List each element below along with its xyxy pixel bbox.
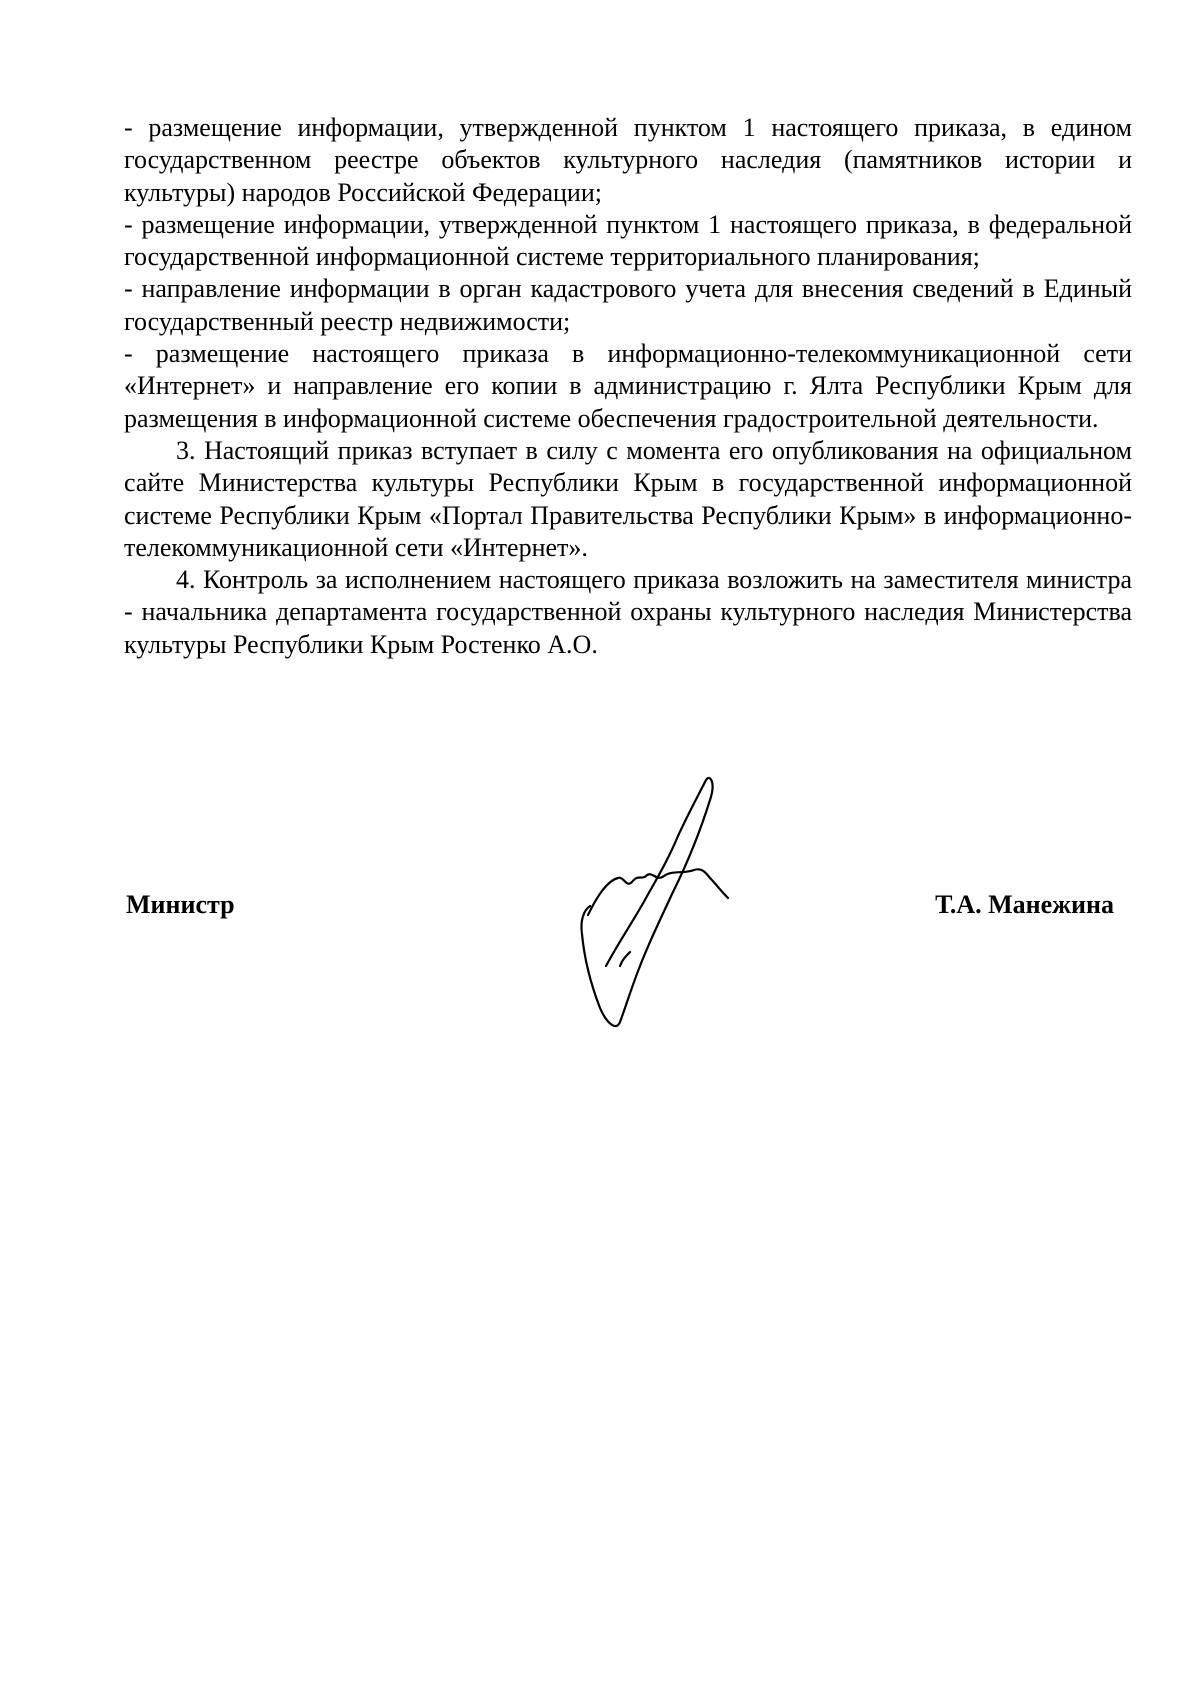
signer-name: Т.А. Манежина [935, 890, 1114, 919]
paragraph-registry: - размещение информации, утвержденной пунктом 1 настоящего приказа, в едином государственном реестре объектов культурного наследия (памятников истории и культуры) народов Российской Федерации; [124, 113, 1132, 207]
signer-title: Министр [126, 890, 235, 919]
signature-block [124, 890, 1132, 930]
paragraph-cadastre: - направление информации в орган кадастрового учета для внесения сведений в Единый государственный реестр недвижимости; [124, 274, 1132, 336]
paragraph-fgis: - размещение информации, утвержденной пунктом 1 настоящего приказа, в федеральной государственной информационной системе территориального планирования; [124, 209, 1132, 272]
paragraph-internet: - размещение настоящего приказа в информационно-телекоммуникационной сети «Интернет» и направление его копии в администрацию г. Ялта Республики Крым для размещения в информационной системе обеспечения градостроительной деятельности. [124, 339, 1132, 433]
document-body [124, 112, 1132, 661]
paragraph-item-4: 4. Контроль за исполнением настоящего приказа возложить на заместителя министра - начальника департамента государственной охраны культурного наследия Министерства культуры Республики Крым Ростенко А.О. [124, 565, 1132, 659]
paragraph-item-3: 3. Настоящий приказ вступает в силу с момента его опубликования на официальном сайте Министерства культуры Республики Крым в государственной информационной системе Республики Крым «Портал Правительства Республики Крым» в информационно-телекоммуникационной сети «Интернет». [124, 435, 1132, 562]
